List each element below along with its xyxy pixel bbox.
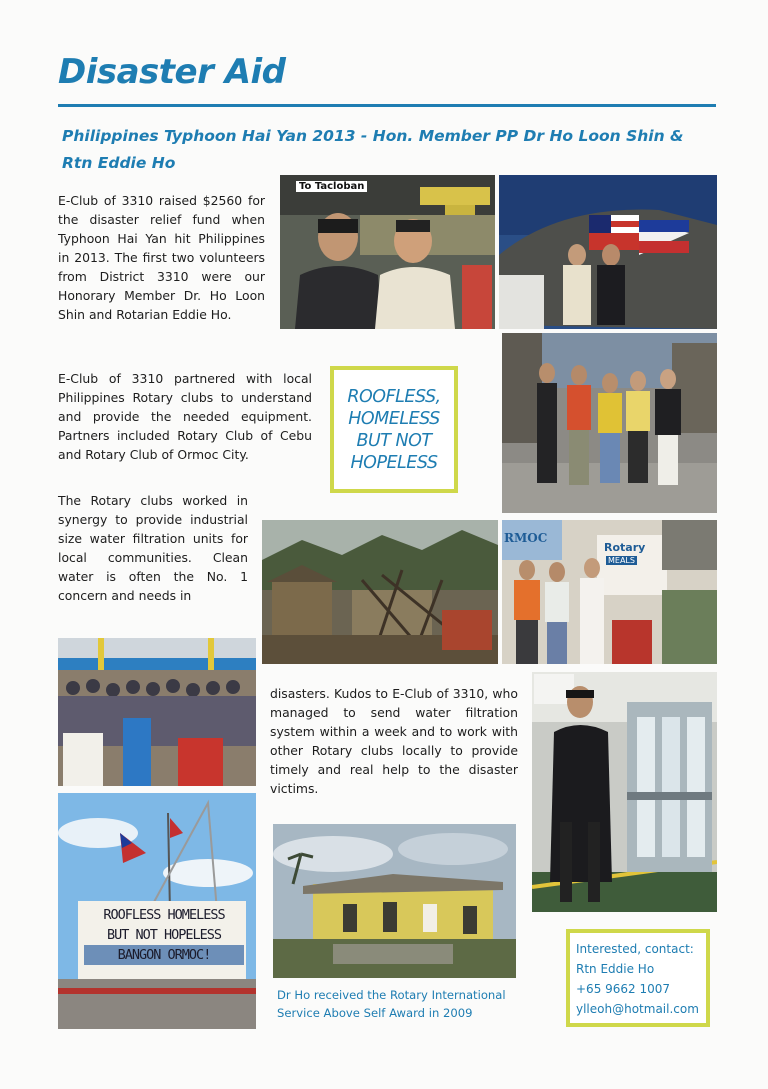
- article-subtitle: Philippines Typhoon Hai Yan 2013 - Hon. Member PP Dr Ho Loon Shin & Rtn Eddie Ho: [62, 127, 684, 172]
- contact-email[interactable]: ylleoh@hotmail.com: [576, 1002, 699, 1016]
- photo-destroyed-houses: [262, 520, 498, 664]
- contact-box: [566, 929, 710, 1027]
- photo-collapsed-house: [273, 824, 516, 978]
- award-caption: Dr Ho received the Rotary International Service Above Self Award in 2009: [277, 988, 506, 1020]
- slogan-line: HOPELESS: [350, 452, 438, 473]
- contact-name: Rtn Eddie Ho: [576, 962, 655, 976]
- slogan-line: ROOFLESS,: [347, 386, 441, 407]
- photo-tent-flags: [499, 175, 717, 329]
- contact-phone[interactable]: +65 9662 1007: [576, 982, 671, 996]
- photo-group-street: [502, 333, 717, 513]
- paragraph-water-kudos: disasters. Kudos to E-Club of 3310, who managed to send water filtration system within a week and to work with other Rotary clubs locally to provide timely and real help to the disaster victims.: [270, 686, 518, 796]
- rmoc-sign: RMOC: [504, 531, 548, 545]
- contact-heading: Interested, contact:: [576, 942, 694, 956]
- photo-volunteers-airport: [280, 175, 495, 329]
- slogan-box: [330, 366, 458, 493]
- slogan-line: BUT NOT: [356, 430, 432, 451]
- photo-crowd: [58, 638, 256, 786]
- banner-text: [84, 905, 244, 965]
- banner-line: BANGON ORMOC!: [84, 945, 244, 965]
- slogan-line: HOMELESS: [348, 408, 440, 429]
- photo-water-filtration-unit: [532, 672, 717, 912]
- title-divider: [58, 104, 716, 107]
- paragraph-partners: E-Club of 3310 partnered with local Philippines Rotary clubs to understand and provide the needed equipment. Partners included Rotary Club of Cebu and Rotary Club of Ormoc City.: [58, 371, 312, 462]
- paragraph-fundraising: E-Club of 3310 raised $2560 for the disaster relief fund when Typhoon Hai Yan hit Philippines in 2013. The first two volunteers from District 3310 were our Honorary Member Dr. Ho Loon Shin and Rotarian Eddie Ho.: [58, 193, 265, 322]
- kitchen-sign-rotary: Rotary: [604, 541, 646, 554]
- tacloban-sign: To Tacloban: [296, 181, 367, 192]
- page-title: Disaster Aid: [58, 52, 286, 92]
- banner-line: BUT NOT HOPELESS: [106, 927, 222, 943]
- kitchen-sign-meals: MEALS: [608, 556, 635, 565]
- banner-line: ROOFLESS HOMELESS: [103, 907, 225, 923]
- paragraph-water-intro: The Rotary clubs worked in synergy to provide industrial size water filtration units for local communities. Clean water is often the No. 1 concern and needs in: [58, 493, 248, 603]
